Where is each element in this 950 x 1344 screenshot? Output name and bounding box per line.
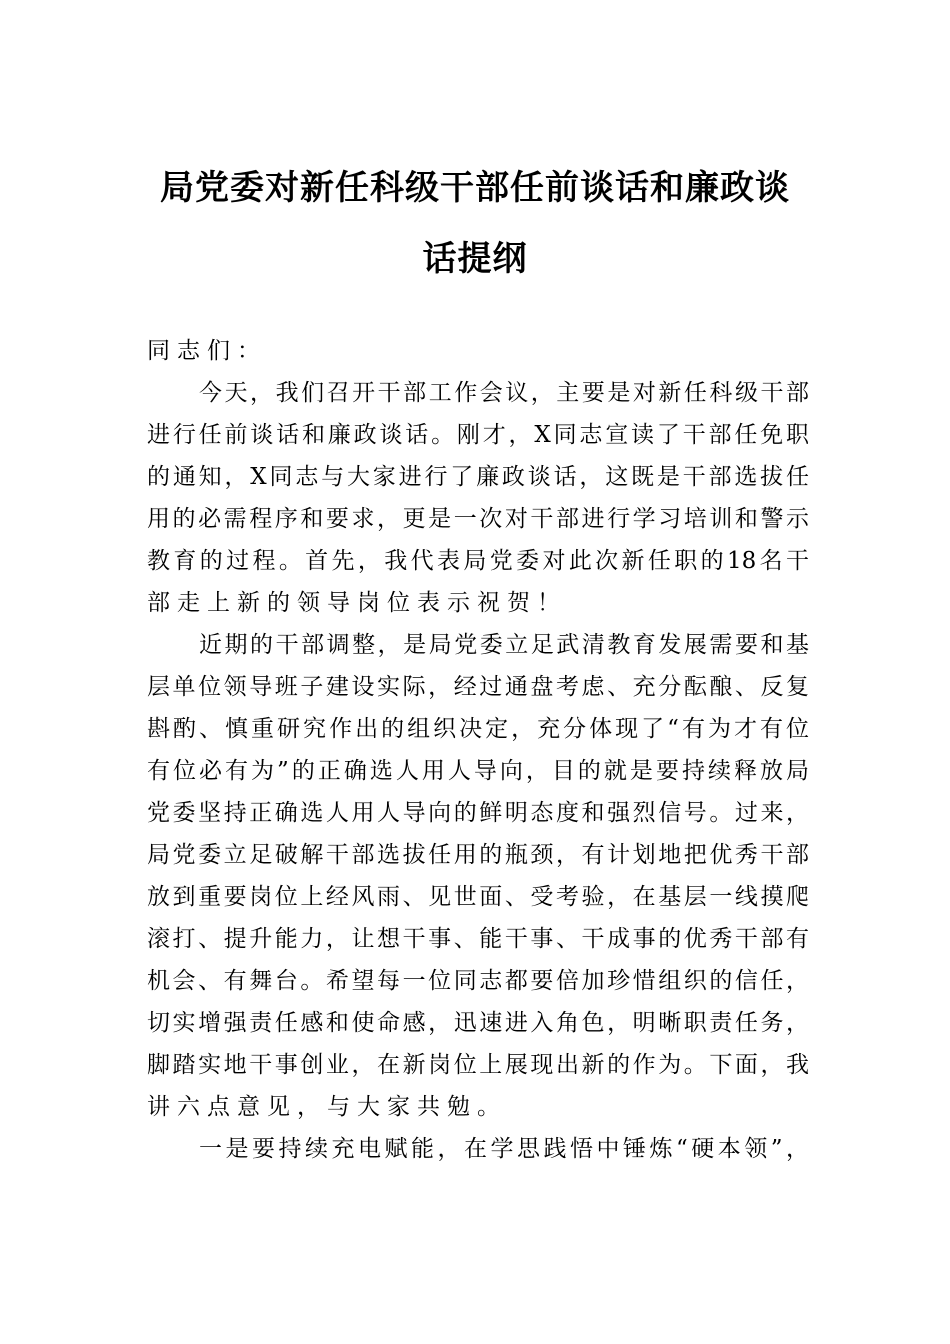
paragraph-1-line: 今天，我们召开干部工作会议，主要是对新任科级干部 [199, 380, 809, 406]
paragraph-2-line: 滚打、提升能力，让想干事、能干事、干成事的优秀干部有 [147, 926, 809, 952]
document-title-line-2: 话提纲 [422, 239, 528, 279]
document-title-line-1: 局党委对新任科级干部任前谈话和廉政谈 [160, 168, 790, 208]
paragraph-2-line: 党委坚持正确选人用人导向的鲜明态度和强烈信号。过来， [147, 800, 809, 826]
paragraph-2-line: 放到重要岗位上经风雨、见世面、受考验，在基层一线摸爬 [147, 884, 809, 910]
document-body [147, 330, 809, 1170]
paragraph-2-line: 讲六点意见，与大家共勉。 [147, 1094, 507, 1120]
paragraph-2-line: 机会、有舞台。希望每一位同志都要倍加珍惜组织的信任， [147, 968, 809, 994]
paragraph-1-line: 进行任前谈话和廉政谈话。刚才，X同志宣读了干部任免职 [147, 422, 809, 448]
paragraph-2-line: 近期的干部调整，是局党委立足武清教育发展需要和基 [199, 632, 809, 658]
paragraph-2-line: 斟酌、慎重研究作出的组织决定，充分体现了“有为才有位 [147, 716, 809, 742]
paragraph-3-line: 一是要持续充电赋能，在学思践悟中锤炼“硬本领”， [199, 1136, 809, 1162]
paragraph-1-line: 部走上新的领导岗位表示祝贺！ [147, 590, 567, 616]
paragraph-2-line: 有位必有为”的正确选人用人导向，目的就是要持续释放局 [147, 758, 809, 784]
paragraph-2-line: 层单位领导班子建设实际，经过通盘考虑、充分酝酿、反复 [147, 674, 809, 700]
paragraph-1-line: 教育的过程。首先，我代表局党委对此次新任职的18名干 [147, 548, 809, 574]
paragraph-2-line: 脚踏实地干事创业，在新岗位上展现出新的作为。下面，我 [147, 1052, 809, 1078]
paragraph-2-line: 局党委立足破解干部选拔任用的瓶颈，有计划地把优秀干部 [147, 842, 809, 868]
paragraph-1-line: 的通知，X同志与大家进行了廉政谈话，这既是干部选拔任 [147, 464, 809, 490]
paragraph-1-line: 用的必需程序和要求，更是一次对干部进行学习培训和警示 [147, 506, 809, 532]
paragraph-2-line: 切实增强责任感和使命感，迅速进入角色，明晰职责任务， [147, 1010, 809, 1036]
salutation: 同志们： [147, 338, 267, 364]
